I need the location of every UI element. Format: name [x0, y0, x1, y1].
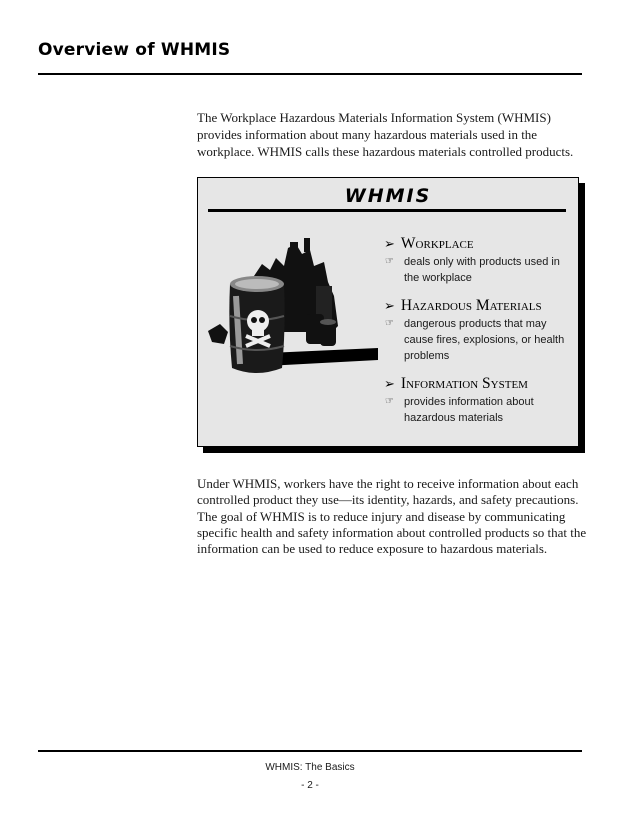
term-description: provides information about hazardous materials [404, 396, 534, 424]
callout-title: WHMIS [344, 185, 432, 207]
term-workplace [384, 235, 574, 286]
whmis-callout-box [197, 177, 579, 447]
page-title: Overview of WHMIS [38, 40, 231, 60]
arrowhead-icon: ➢ [384, 237, 395, 252]
pointer-hand-icon: ☞ [385, 256, 394, 267]
header-rule [38, 73, 582, 75]
intro-paragraph: The Workplace Hazardous Materials Information System (WHMIS) provides information about many hazardous materials used in the workplace. WHMIS calls these hazardous materials controlled products. [197, 110, 574, 159]
term-hazardous-materials [384, 297, 574, 364]
body-paragraph: Under WHMIS, workers have the right to receive information about each controlled product they use—its identity, hazards, and safety precautions. The goal of WHMIS is to reduce injury and disease by communicating specific health and safety information about controlled products so that the information can be used to reduce exposure to hazardous materials. [197, 476, 587, 557]
footer-rule [38, 750, 582, 752]
callout-rule [208, 209, 566, 212]
arrowhead-icon: ➢ [384, 377, 395, 392]
pointer-hand-icon: ☞ [385, 396, 394, 407]
arrowhead-icon: ➢ [384, 299, 395, 314]
term-description: deals only with products used in the workplace [404, 256, 560, 284]
term-heading: Information System [400, 375, 528, 392]
term-heading: Hazardous Materials [400, 297, 542, 314]
term-heading: Workplace [400, 235, 474, 252]
term-description: dangerous products that may cause fires, explosions, or health problems [404, 318, 565, 362]
footer-title: WHMIS: The Basics [265, 762, 355, 773]
term-information-system [384, 375, 574, 426]
whmis-terms-list [384, 235, 574, 437]
hazardous-barrel-illustration [206, 236, 381, 381]
page-number: - 2 - [301, 780, 319, 791]
pointer-hand-icon: ☞ [385, 318, 394, 329]
